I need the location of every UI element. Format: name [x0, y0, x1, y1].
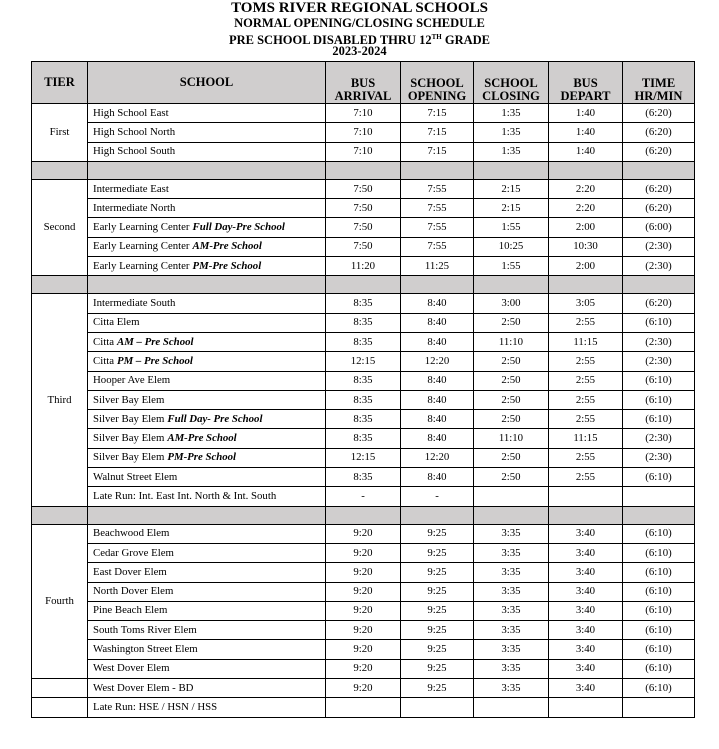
col-header-line: SCHOOL [484, 76, 538, 90]
table-row [32, 659, 695, 678]
header-row [32, 62, 695, 104]
school-name-cell [88, 429, 326, 448]
school-closing-cell: 2:50 [474, 390, 549, 409]
grade-range-superscript: TH [431, 33, 442, 41]
school-name-cell [88, 218, 326, 237]
bus-arrival-cell: 11:20 [326, 257, 401, 276]
col-header-line: TIME [641, 76, 676, 90]
table-row [32, 524, 695, 543]
school-closing-cell: 3:00 [474, 294, 549, 313]
school-closing-cell: 1:35 [474, 123, 549, 142]
school-opening-cell: 7:15 [401, 104, 474, 123]
school-closing-cell [474, 698, 549, 717]
school-name: Silver Bay Elem [93, 432, 165, 445]
table-row [32, 332, 695, 351]
separator-cell [32, 506, 88, 524]
table-row [32, 142, 695, 161]
separator-cell [32, 276, 88, 294]
bus-depart-cell: 3:40 [549, 621, 623, 640]
col-header-bus-arrival [326, 62, 401, 104]
bus-arrival-cell [326, 698, 401, 717]
separator-cell [326, 276, 401, 294]
bus-arrival-cell: 9:20 [326, 601, 401, 620]
program-note: PM-Pre School [167, 451, 237, 464]
school-opening-cell: 9:25 [401, 601, 474, 620]
time-hr-min-cell: (6:10) [623, 582, 695, 601]
col-header-line: SCHOOL [410, 76, 464, 90]
table-row [32, 371, 695, 390]
school-name-cell [88, 142, 326, 161]
program-note: AM – Pre School [117, 335, 194, 348]
separator-cell [32, 161, 88, 179]
bus-arrival-cell: 9:20 [326, 524, 401, 543]
school-opening-cell: 7:15 [401, 142, 474, 161]
school-name: West Dover Elem - BD [93, 681, 194, 694]
school-name-cell [88, 601, 326, 620]
bus-depart-cell: 1:40 [549, 142, 623, 161]
school-closing-cell: 11:10 [474, 332, 549, 351]
bus-arrival-cell: 12:15 [326, 352, 401, 371]
separator-cell [88, 276, 326, 294]
bus-depart-cell: 3:40 [549, 640, 623, 659]
school-closing-cell: 11:10 [474, 429, 549, 448]
school-name: Citta [93, 335, 114, 348]
school-closing-cell: 1:55 [474, 218, 549, 237]
col-header-line: OPENING [407, 89, 467, 103]
school-opening-cell: 9:25 [401, 640, 474, 659]
school-name-cell [88, 698, 326, 717]
school-name-cell [88, 332, 326, 351]
table-row [32, 257, 695, 276]
table-row [32, 123, 695, 142]
document-subtitle: NORMAL OPENING/CLOSING SCHEDULE [234, 16, 485, 30]
school-name-cell [88, 237, 326, 256]
time-hr-min-cell: (6:20) [623, 123, 695, 142]
school-closing-cell [474, 487, 549, 506]
school-name: North Dover Elem [93, 585, 174, 598]
separator-cell [623, 276, 695, 294]
bus-arrival-cell: 9:20 [326, 621, 401, 640]
time-hr-min-cell: (6:10) [623, 601, 695, 620]
bus-depart-cell [549, 487, 623, 506]
table-row [32, 390, 695, 409]
bus-arrival-cell: 8:35 [326, 371, 401, 390]
bus-arrival-cell: 7:10 [326, 104, 401, 123]
time-hr-min-cell: (2:30) [623, 332, 695, 351]
school-name: High School North [93, 125, 176, 138]
table-row [32, 563, 695, 582]
school-name: Walnut Street Elem [93, 470, 178, 483]
school-name-cell [88, 410, 326, 429]
bus-depart-cell: 3:40 [549, 543, 623, 562]
separator-cell [401, 506, 474, 524]
table-row [32, 698, 695, 717]
document-title: TOMS RIVER REGIONAL SCHOOLS [231, 0, 488, 16]
bus-arrival-cell: 8:35 [326, 410, 401, 429]
tier-label-third: Third [32, 294, 88, 506]
program-note: PM – Pre School [117, 354, 193, 367]
school-opening-cell: 8:40 [401, 410, 474, 429]
school-closing-cell: 2:50 [474, 313, 549, 332]
bus-arrival-cell: - [326, 487, 401, 506]
bus-depart-cell: 2:55 [549, 313, 623, 332]
school-name: Intermediate North [93, 201, 176, 214]
school-name: Late Run: HSE / HSN / HSS [93, 700, 218, 713]
school-opening-cell: 9:25 [401, 679, 474, 698]
time-hr-min-cell: (6:20) [623, 294, 695, 313]
school-name-cell [88, 468, 326, 487]
empty-tier-cell [32, 679, 88, 698]
school-name: Intermediate South [93, 297, 176, 310]
bus-arrival-cell: 9:20 [326, 582, 401, 601]
school-closing-cell: 3:35 [474, 543, 549, 562]
school-opening-cell: 12:20 [401, 352, 474, 371]
time-hr-min-cell: (6:10) [623, 659, 695, 678]
school-name-cell [88, 448, 326, 467]
school-name-cell [88, 104, 326, 123]
table-row [32, 218, 695, 237]
col-header-time [623, 62, 695, 104]
school-name: South Toms River Elem [93, 623, 197, 636]
school-closing-cell: 2:50 [474, 371, 549, 390]
school-opening-cell: 11:25 [401, 257, 474, 276]
bus-depart-cell: 3:40 [549, 679, 623, 698]
school-opening-cell: 9:25 [401, 543, 474, 562]
table-row [32, 543, 695, 562]
school-name-cell [88, 524, 326, 543]
school-closing-cell: 3:35 [474, 601, 549, 620]
bus-arrival-cell: 7:10 [326, 142, 401, 161]
bus-arrival-cell: 8:35 [326, 294, 401, 313]
school-year: 2023-2024 [332, 44, 387, 58]
bus-depart-cell: 3:05 [549, 294, 623, 313]
col-header-line: HR/MIN [634, 89, 683, 103]
school-name: Silver Bay Elem [93, 451, 165, 464]
school-name: Pine Beach Elem [93, 604, 168, 617]
bus-depart-cell: 2:00 [549, 218, 623, 237]
time-hr-min-cell: (6:10) [623, 371, 695, 390]
school-opening-cell: 8:40 [401, 429, 474, 448]
time-hr-min-cell: (6:20) [623, 199, 695, 218]
school-name-cell [88, 640, 326, 659]
separator-cell [474, 276, 549, 294]
table-row [32, 679, 695, 698]
school-name: Washington Street Elem [93, 643, 198, 656]
time-hr-min-cell: (2:30) [623, 237, 695, 256]
bus-arrival-cell: 7:50 [326, 237, 401, 256]
school-opening-cell: 7:55 [401, 218, 474, 237]
bus-arrival-cell: 8:35 [326, 313, 401, 332]
table-row [32, 313, 695, 332]
school-name: High School South [93, 145, 176, 158]
school-opening-cell: 7:55 [401, 199, 474, 218]
school-name: Early Learning Center [93, 259, 190, 272]
separator-cell [88, 161, 326, 179]
school-opening-cell: 9:25 [401, 524, 474, 543]
school-name-cell [88, 390, 326, 409]
time-hr-min-cell: (6:10) [623, 640, 695, 659]
school-closing-cell: 2:15 [474, 199, 549, 218]
bus-arrival-cell: 8:35 [326, 390, 401, 409]
bus-arrival-cell: 7:50 [326, 218, 401, 237]
time-hr-min-cell: (2:30) [623, 429, 695, 448]
school-name-cell [88, 123, 326, 142]
table-row [32, 199, 695, 218]
bus-depart-cell: 2:20 [549, 199, 623, 218]
tier-label-second: Second [32, 179, 88, 275]
school-name: Cedar Grove Elem [93, 546, 174, 559]
table-row [32, 487, 695, 506]
bus-arrival-cell: 12:15 [326, 448, 401, 467]
school-name: Silver Bay Elem [93, 393, 165, 406]
school-opening-cell: 8:40 [401, 313, 474, 332]
grade-range-suffix: GRADE [441, 33, 490, 47]
school-opening-cell: 7:15 [401, 123, 474, 142]
bus-depart-cell: 2:55 [549, 448, 623, 467]
school-name: High School East [93, 106, 169, 119]
table-row [32, 429, 695, 448]
bus-arrival-cell: 8:35 [326, 429, 401, 448]
separator-cell [623, 506, 695, 524]
separator-cell [326, 161, 401, 179]
time-hr-min-cell: (6:10) [623, 543, 695, 562]
col-header-line: BUS [350, 76, 376, 90]
bus-depart-cell: 1:40 [549, 123, 623, 142]
bus-depart-cell: 2:55 [549, 352, 623, 371]
school-closing-cell: 3:35 [474, 524, 549, 543]
school-name-cell [88, 487, 326, 506]
school-opening-cell: 7:55 [401, 179, 474, 198]
bus-arrival-cell: 7:50 [326, 179, 401, 198]
bus-arrival-cell: 9:20 [326, 679, 401, 698]
bus-depart-cell [549, 698, 623, 717]
col-header-line: ARRIVAL [334, 89, 392, 103]
bus-depart-cell: 10:30 [549, 237, 623, 256]
table-row [32, 468, 695, 487]
school-name-cell [88, 679, 326, 698]
bus-depart-cell: 2:20 [549, 179, 623, 198]
col-header-line: BUS [573, 76, 598, 90]
separator-cell [401, 276, 474, 294]
schedule-table [31, 61, 695, 718]
school-closing-cell: 2:50 [474, 352, 549, 371]
school-name-cell [88, 294, 326, 313]
time-hr-min-cell: (6:20) [623, 142, 695, 161]
bus-arrival-cell: 9:20 [326, 640, 401, 659]
school-closing-cell: 3:35 [474, 640, 549, 659]
time-hr-min-cell: (6:20) [623, 104, 695, 123]
school-name: Beachwood Elem [93, 527, 170, 540]
time-hr-min-cell [623, 698, 695, 717]
school-opening-cell: 7:55 [401, 237, 474, 256]
program-note: Full Day-Pre School [192, 221, 285, 234]
school-closing-cell: 2:15 [474, 179, 549, 198]
school-name-cell [88, 199, 326, 218]
tier-label-first: First [32, 104, 88, 162]
school-name: Intermediate East [93, 182, 169, 195]
school-opening-cell: 9:25 [401, 582, 474, 601]
time-hr-min-cell: (6:10) [623, 410, 695, 429]
school-name-cell [88, 352, 326, 371]
separator-cell [549, 161, 623, 179]
bus-arrival-cell: 7:10 [326, 123, 401, 142]
school-closing-cell: 3:35 [474, 582, 549, 601]
bus-depart-cell: 1:40 [549, 104, 623, 123]
separator-cell [401, 161, 474, 179]
school-opening-cell: 12:20 [401, 448, 474, 467]
school-name-cell [88, 563, 326, 582]
bus-depart-cell: 3:40 [549, 563, 623, 582]
time-hr-min-cell: (6:20) [623, 179, 695, 198]
bus-depart-cell: 2:55 [549, 371, 623, 390]
bus-depart-cell: 2:55 [549, 410, 623, 429]
school-name: Hooper Ave Elem [93, 374, 171, 387]
table-row [32, 352, 695, 371]
grade-range-prefix: PRE SCHOOL DISABLED THRU 12 [228, 33, 432, 47]
col-header-line: CLOSING [482, 89, 540, 103]
school-opening-cell [401, 698, 474, 717]
table-row [32, 621, 695, 640]
time-hr-min-cell: (2:30) [623, 352, 695, 371]
separator-cell [474, 161, 549, 179]
separator-cell [326, 506, 401, 524]
bus-depart-cell: 2:00 [549, 257, 623, 276]
table-row [32, 601, 695, 620]
table-row [32, 640, 695, 659]
bus-depart-cell: 3:40 [549, 582, 623, 601]
program-note: AM-Pre School [192, 240, 262, 253]
school-closing-cell: 3:35 [474, 563, 549, 582]
school-name-cell [88, 371, 326, 390]
school-name: Late Run: Int. East Int. North & Int. South [93, 489, 277, 502]
time-hr-min-cell: (6:10) [623, 679, 695, 698]
time-hr-min-cell: (2:30) [623, 448, 695, 467]
table-row [32, 237, 695, 256]
school-opening-cell: 8:40 [401, 332, 474, 351]
school-closing-cell: 2:50 [474, 410, 549, 429]
school-name: Silver Bay Elem [93, 412, 165, 425]
school-closing-cell: 1:55 [474, 257, 549, 276]
schedule-body [32, 104, 695, 718]
bus-depart-cell: 3:40 [549, 659, 623, 678]
table-row [32, 179, 695, 198]
tier-separator-row [32, 161, 695, 179]
time-hr-min-cell: (6:10) [623, 524, 695, 543]
tier-separator-row [32, 276, 695, 294]
bus-depart-cell: 2:55 [549, 390, 623, 409]
school-name-cell [88, 313, 326, 332]
col-header-tier: TIER [32, 62, 88, 104]
program-note: Full Day- Pre School [167, 412, 263, 425]
school-opening-cell: 8:40 [401, 390, 474, 409]
school-name-cell [88, 179, 326, 198]
school-closing-cell: 2:50 [474, 468, 549, 487]
bus-depart-cell: 2:55 [549, 468, 623, 487]
col-header-school-opening [401, 62, 474, 104]
bus-arrival-cell: 8:35 [326, 468, 401, 487]
time-hr-min-cell: (6:10) [623, 621, 695, 640]
bus-depart-cell: 11:15 [549, 429, 623, 448]
school-name: Early Learning Center [93, 221, 190, 234]
table-row [32, 448, 695, 467]
bus-depart-cell: 11:15 [549, 332, 623, 351]
separator-cell [88, 506, 326, 524]
school-opening-cell: 8:40 [401, 468, 474, 487]
col-header-bus-depart [549, 62, 623, 104]
school-name-cell [88, 659, 326, 678]
school-closing-cell: 1:35 [474, 104, 549, 123]
table-row [32, 582, 695, 601]
school-name-cell [88, 621, 326, 640]
time-hr-min-cell: (6:10) [623, 390, 695, 409]
bus-arrival-cell: 7:50 [326, 199, 401, 218]
tier-separator-row [32, 506, 695, 524]
separator-cell [549, 276, 623, 294]
col-header-line: DEPART [560, 89, 611, 103]
program-note: AM-Pre School [167, 432, 237, 445]
school-closing-cell: 3:35 [474, 659, 549, 678]
bus-arrival-cell: 9:20 [326, 543, 401, 562]
bus-arrival-cell: 9:20 [326, 659, 401, 678]
school-opening-cell: 8:40 [401, 294, 474, 313]
school-name: Early Learning Center [93, 240, 190, 253]
school-closing-cell: 10:25 [474, 237, 549, 256]
school-name: East Dover Elem [93, 565, 167, 578]
table-row [32, 410, 695, 429]
school-name: Citta [93, 354, 114, 367]
time-hr-min-cell: (2:30) [623, 257, 695, 276]
col-header-school-closing [474, 62, 549, 104]
school-closing-cell: 2:50 [474, 448, 549, 467]
school-name-cell [88, 543, 326, 562]
col-header-school: SCHOOL [88, 62, 326, 104]
tier-label-fourth: Fourth [32, 524, 88, 678]
school-opening-cell: - [401, 487, 474, 506]
school-opening-cell: 9:25 [401, 621, 474, 640]
separator-cell [549, 506, 623, 524]
separator-cell [623, 161, 695, 179]
school-opening-cell: 9:25 [401, 563, 474, 582]
bus-arrival-cell: 9:20 [326, 563, 401, 582]
time-hr-min-cell [623, 487, 695, 506]
time-hr-min-cell: (6:10) [623, 468, 695, 487]
school-name: Citta Elem [93, 316, 140, 329]
bus-arrival-cell: 8:35 [326, 332, 401, 351]
table-row [32, 104, 695, 123]
time-hr-min-cell: (6:00) [623, 218, 695, 237]
bus-depart-cell: 3:40 [549, 524, 623, 543]
school-name-cell [88, 582, 326, 601]
school-opening-cell: 9:25 [401, 659, 474, 678]
bus-depart-cell: 3:40 [549, 601, 623, 620]
school-closing-cell: 1:35 [474, 142, 549, 161]
school-name-cell [88, 257, 326, 276]
time-hr-min-cell: (6:10) [623, 563, 695, 582]
school-opening-cell: 8:40 [401, 371, 474, 390]
program-note: PM-Pre School [192, 259, 262, 272]
school-name: West Dover Elem [93, 662, 170, 675]
table-row [32, 294, 695, 313]
separator-cell [474, 506, 549, 524]
empty-tier-cell [32, 698, 88, 717]
school-closing-cell: 3:35 [474, 679, 549, 698]
school-closing-cell: 3:35 [474, 621, 549, 640]
time-hr-min-cell: (6:10) [623, 313, 695, 332]
